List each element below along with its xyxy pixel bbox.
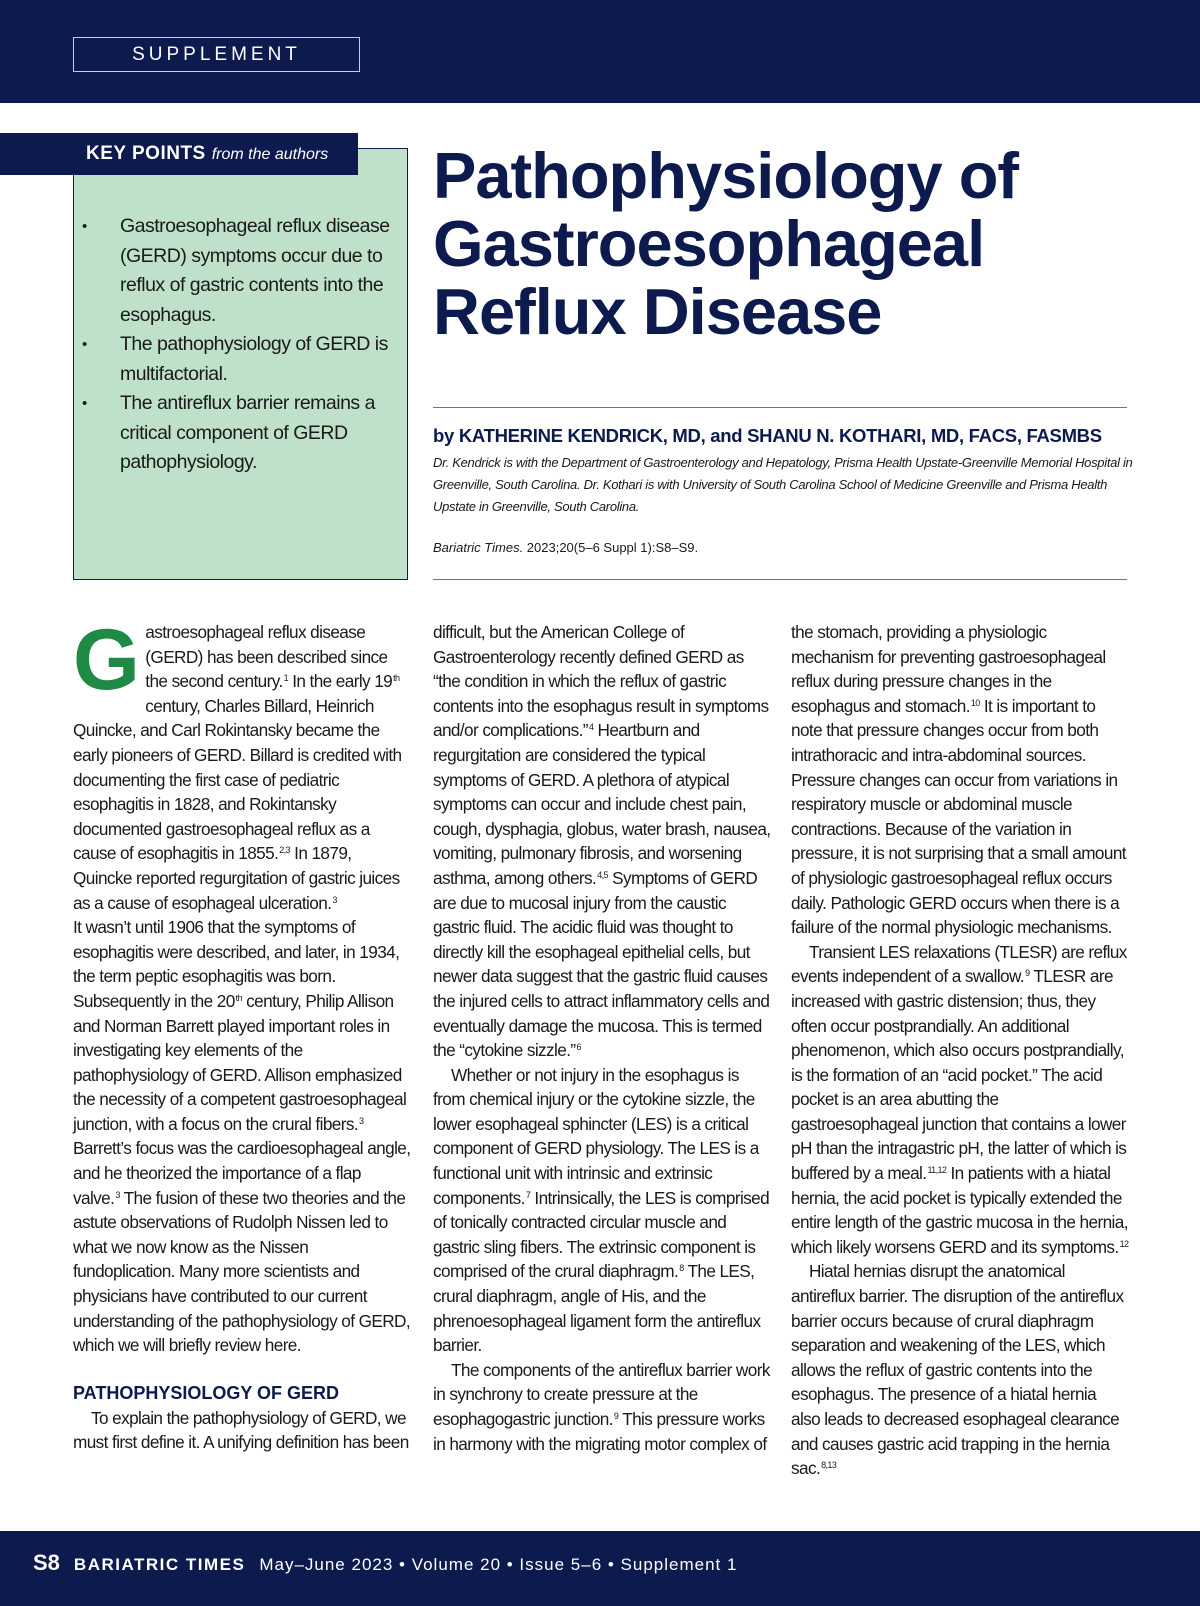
title-divider	[433, 407, 1127, 408]
body-paragraph-6	[791, 940, 1129, 1260]
text-run: gastric	[433, 917, 484, 938]
body-column-1	[73, 612, 411, 1455]
text-run: mechanism	[791, 646, 878, 667]
text-run: are	[433, 892, 461, 913]
text-run: the	[650, 892, 677, 913]
body-column-2	[433, 620, 771, 1456]
body-column-3	[791, 620, 1129, 1481]
text-run: nausea,	[713, 818, 771, 839]
text-run: changes	[859, 769, 925, 790]
section-heading: PATHOPHYSIOLOGY OF GERD	[73, 1382, 340, 1403]
text-run: a	[1017, 843, 1031, 864]
text-run: occurs	[960, 892, 1012, 913]
text-run: termed	[711, 1015, 762, 1036]
text-run: GERD.	[528, 769, 583, 790]
text-run: condition	[464, 671, 532, 692]
text-run: sizzle.”	[526, 1040, 576, 1061]
article-title: Pathophysiology of Gastroesophageal Reflux Disease	[433, 139, 1019, 348]
text-run: the	[571, 1015, 598, 1036]
text-run: the	[593, 671, 620, 692]
text-run: atypical	[675, 769, 730, 790]
text-run: of	[951, 818, 970, 839]
text-run: and	[873, 695, 905, 716]
text-run: To explain the pathophysiology of GERD, we must first define it. A unifying definition has been	[73, 1407, 409, 1453]
text-run: to	[719, 917, 733, 938]
text-run: the	[1029, 671, 1052, 692]
key-point-item: • The pathophysiology of GERD is multifactorial.	[80, 330, 400, 389]
text-run: A	[582, 769, 597, 790]
text-run: American	[540, 622, 613, 642]
text-run: muscle	[869, 794, 925, 815]
author-affiliation: Dr. Kendrick is with the Department of Gastroenterology and Hepatology, Prisma Health Upstate-Greenville Memorial Hospital in Greenville, South Carolina. Dr. Kothari is with University of South Carolina School of Medicine Greenville and Prisma Health Upstate in Greenville, South Carolina.	[433, 455, 1133, 514]
text-run: mucosa.	[597, 1015, 663, 1036]
header-band	[0, 0, 1200, 103]
text-run: muscle	[1021, 794, 1072, 815]
text-run: occur	[540, 794, 584, 815]
text-run: changes	[922, 720, 988, 741]
text-run: and	[584, 794, 616, 815]
reference-marker: 4	[588, 722, 594, 733]
text-run: important	[1011, 695, 1083, 716]
text-run: from	[614, 892, 651, 913]
text-run: in	[531, 671, 549, 692]
text-run: Whether or not injury in the esophagus is from chemical injury or the cytokine sizzle, the lower esophageal sphincter (LES) is a critical component of GERD physiology. The LES is a functional unit with intrinsic and extrinsic components.	[433, 1064, 759, 1208]
text-run: fibrosis,	[579, 843, 638, 864]
text-run: is	[696, 1015, 712, 1036]
text-run: globus,	[566, 818, 622, 839]
text-run: note	[791, 720, 827, 741]
reference-marker: 3	[359, 1115, 364, 1126]
text-run: during	[833, 671, 882, 692]
text-run: fluid	[596, 917, 630, 938]
text-run: can	[924, 769, 955, 790]
key-point-item: • The antireflux barrier remains a critical component of GERD pathophysiology.	[80, 389, 400, 478]
text-run: physiologic	[968, 622, 1047, 642]
text-run: is	[1094, 892, 1111, 913]
text-run: to	[491, 892, 509, 913]
text-run: newer	[433, 966, 481, 987]
text-run: reflux	[619, 671, 663, 692]
text-run: into	[497, 695, 527, 716]
text-run: brash,	[665, 818, 714, 839]
text-run: damage	[508, 1015, 572, 1036]
text-run: Because	[884, 818, 952, 839]
text-run: directly	[433, 941, 487, 962]
text-run: This	[662, 1015, 697, 1036]
text-run: astroesophageal reflux disease (GERD) has been described since the second century.	[145, 622, 388, 692]
text-run: but	[489, 622, 516, 642]
text-run: In the early 19	[288, 671, 393, 692]
reference-marker: 2,3	[279, 845, 290, 856]
body-paragraph-3	[73, 1406, 411, 1455]
text-run: of	[671, 622, 685, 642]
text-run: in	[1059, 818, 1072, 839]
text-run: intrathoracic	[791, 744, 881, 765]
text-run: and	[672, 720, 700, 741]
text-run: there	[1054, 892, 1095, 913]
text-run: occur	[987, 720, 1032, 741]
text-run: abdominal	[943, 794, 1022, 815]
text-run: symptoms	[694, 695, 769, 716]
text-run: providing	[886, 622, 955, 642]
citation-details: 2023;20(5–6 Suppl 1):S8–S9.	[523, 540, 699, 555]
text-run: stomach,	[817, 622, 887, 642]
text-run: when	[1011, 892, 1055, 913]
reference-marker: 9	[1025, 968, 1030, 979]
ordinal-suffix: th	[235, 992, 242, 1003]
text-run: failure	[791, 917, 838, 938]
text-run: which	[548, 671, 594, 692]
body-paragraph-2	[73, 915, 411, 1358]
reference-marker: 3	[332, 894, 337, 905]
text-run: injured	[459, 990, 511, 1011]
text-run: thought	[662, 917, 720, 938]
text-run: result	[636, 695, 679, 716]
text-run: water	[621, 818, 666, 839]
text-run: for	[877, 646, 901, 667]
footer-journal: BARIATRIC TIMES	[73, 1555, 246, 1574]
reference-marker: 3	[115, 1189, 120, 1200]
reference-marker: 8	[679, 1263, 684, 1274]
text-run: pressure,	[791, 843, 862, 864]
text-run: of	[692, 867, 710, 888]
text-run: a	[1110, 892, 1120, 913]
text-run: include	[615, 794, 670, 815]
supplement-label: SUPPLEMENT	[73, 37, 360, 72]
text-run: normal	[881, 917, 935, 938]
text-run: and	[637, 843, 669, 864]
text-run: others.	[547, 867, 597, 888]
key-points-header	[0, 133, 358, 175]
text-run: can	[510, 794, 541, 815]
text-run: a	[954, 622, 969, 642]
text-run: worsening	[668, 843, 742, 864]
text-run: Heartburn	[593, 720, 673, 741]
text-run: mucosal	[508, 892, 573, 913]
text-run: chest	[669, 794, 712, 815]
text-run: of	[662, 671, 680, 692]
text-run: the	[526, 695, 554, 716]
body-paragraph-1	[73, 612, 411, 915]
text-run: the	[634, 744, 661, 765]
text-run: both	[1067, 720, 1099, 741]
text-run: Pathologic	[830, 892, 909, 913]
text-run: variations	[1033, 769, 1106, 790]
text-run: respiratory	[791, 794, 870, 815]
text-run: small	[1030, 843, 1073, 864]
text-run: among	[494, 867, 548, 888]
ordinal-suffix: th	[393, 673, 400, 684]
text-run: from	[997, 769, 1034, 790]
reference-marker: 8,13	[821, 1460, 837, 1471]
text-run: Symptoms	[607, 867, 693, 888]
text-run: GERD	[709, 867, 758, 888]
text-run: is	[873, 843, 889, 864]
text-run: attract	[563, 990, 612, 1011]
text-run: gastric	[633, 966, 684, 987]
text-run: or	[924, 794, 944, 815]
text-run: causes	[716, 966, 768, 987]
footer-issue: May–June 2023 • Volume 20 • Issue 5–6 • Supplement 1	[259, 1555, 738, 1574]
text-run: The LES, crural diaphragm, angle of His, and the phrenoesophageal ligament form the antireflux barrier.	[433, 1261, 761, 1356]
body-paragraph-4	[433, 1063, 771, 1358]
page-number: S8	[33, 1550, 60, 1575]
text-run: and	[881, 744, 913, 765]
text-run: and/or	[433, 720, 483, 741]
text-run: the	[606, 966, 634, 987]
text-run: pain,	[711, 794, 747, 815]
byline: by KATHERINE KENDRICK, MD, and SHANU N. KOTHARI, MD, FACS, FASMBS	[433, 425, 1102, 446]
text-run: of	[658, 769, 676, 790]
text-run: esophagus	[791, 695, 874, 716]
text-run: The	[520, 917, 553, 938]
text-run: pressure	[881, 671, 949, 692]
text-run: the	[515, 622, 541, 642]
text-run: Hiatal hernias disrupt the anatomical antireflux barrier. The disruption of the antireflux barrier occurs because of crural diaphragm separation and weakening of the LES, which allows the reflux of gastric contents into the esophagus. The presence of a hiatal hernia also leads to decreased esophageal clearance and causes gastric acid trapping in the hernia sac.	[791, 1261, 1124, 1479]
reference-marker: 6	[576, 1042, 581, 1053]
reference-marker: 4,5	[597, 869, 608, 880]
text-run: fluid.	[483, 917, 521, 938]
text-run: reflux	[1022, 867, 1065, 888]
text-run: vomiting,	[433, 843, 501, 864]
text-run: typical	[660, 744, 706, 765]
text-run: reflux	[791, 671, 834, 692]
text-run: but	[727, 941, 750, 962]
text-run: cells	[510, 990, 547, 1011]
text-run: considered	[552, 744, 635, 765]
text-run: asthma,	[433, 867, 495, 888]
text-run: In patients with a hiatal hernia, the acid pocket is typically extended the entire length of the gastric mucosa in the hernia, which likely worsens GERD and its symptoms.	[791, 1163, 1128, 1257]
key-points-list	[80, 212, 400, 478]
text-run: as	[726, 646, 744, 667]
text-run: changes	[948, 671, 1014, 692]
text-run: of	[791, 867, 809, 888]
reference-marker: 9	[613, 1411, 619, 1421]
text-run: symptoms	[433, 769, 511, 790]
body-paragraph-continued	[433, 620, 771, 1063]
text-run: from	[1031, 720, 1068, 741]
text-run: cells	[706, 990, 743, 1011]
text-run: GERD	[675, 646, 727, 667]
text-run: GERD	[908, 892, 961, 913]
text-run: Pressure	[791, 769, 860, 790]
text-run: gastroesophageal	[890, 867, 1023, 888]
text-run: eventually	[433, 1015, 509, 1036]
citation-journal: Bariatric Times.	[433, 540, 524, 555]
text-run: the	[433, 990, 460, 1011]
text-run: It wasn’t until 1906 that the symptoms of esophagitis were described, and later, in 1934, the term peptic esophagitis was born. Subsequently in the 20	[73, 917, 400, 1011]
text-run: to	[546, 990, 564, 1011]
text-run: contents	[433, 695, 498, 716]
text-run: Gastroenterology	[433, 646, 560, 667]
text-run: intra-abdominal	[912, 744, 1026, 765]
text-run: that	[987, 843, 1018, 864]
text-run: “cytokine	[459, 1040, 527, 1061]
text-run: century, Philip Allison and Norman Barrett played important roles in investigating key elements of the pathophysiology of GERD. Allison emphasized the necessity of a competent gastroesophageal junction, with a focus on the crural fibers.	[73, 990, 407, 1134]
text-run: variation	[995, 818, 1060, 839]
text-run: caustic	[676, 892, 726, 913]
text-run: contractions.	[791, 818, 885, 839]
key-points-subtitle: from the authors	[211, 146, 329, 163]
text-run: the	[433, 1040, 460, 1061]
text-run: physiologic	[808, 867, 891, 888]
text-run: defined	[618, 646, 676, 667]
text-run: pressure	[856, 720, 923, 741]
text-run: in	[1013, 671, 1030, 692]
text-run: that	[576, 966, 607, 987]
text-run: cells,	[688, 941, 728, 962]
text-run: the	[791, 622, 818, 642]
text-run: acidic	[552, 917, 597, 938]
text-run: daily.	[791, 892, 831, 913]
text-run: The fusion of these two theories and the astute observations of Rudolph Nissen led to what we now know as the Nissen fundoplication. Many more scientists and physicians have contributed to our current understanding of the pathophysiology of GERD, which we will briefly review here.	[73, 1187, 411, 1356]
text-run: difficult,	[433, 622, 490, 642]
text-run: surprising	[914, 843, 988, 864]
key-point-item: • Gastroesophageal reflux disease (GERD) symptoms occur due to reflux of gastric contents into the esophagus.	[80, 212, 400, 330]
text-run: Transient LES relaxations (TLESR) are reflux events independent of a swallow.	[791, 941, 1127, 987]
key-points-title: KEY POINTS	[86, 143, 206, 164]
text-run: regurgitation	[433, 744, 525, 765]
text-run: esophagus	[553, 695, 637, 716]
text-run: “the	[433, 671, 465, 692]
text-run: of	[510, 769, 528, 790]
body-paragraph-5	[433, 1358, 771, 1456]
text-run: and	[742, 990, 770, 1011]
text-run: sources.	[1025, 744, 1086, 765]
text-run: complications.”	[482, 720, 588, 741]
reference-marker: 10	[970, 697, 980, 708]
text-run: epithelial	[622, 941, 689, 962]
text-run: In 1879, Quincke reported regurgitation of gastric juices as a cause of esophageal ulceration.	[73, 843, 400, 913]
text-run: stomach.	[904, 695, 970, 716]
text-run: The components of the antireflux barrier work in synchrony to create pressure at the esophagogastric junction.	[433, 1359, 770, 1429]
text-run: This pressure works in harmony with the migrating motor complex of	[433, 1409, 767, 1454]
text-run: pulmonary	[500, 843, 580, 864]
footer	[33, 1549, 737, 1580]
text-run: that	[826, 720, 857, 741]
text-run: occurs	[1064, 867, 1112, 888]
text-run: fluid	[683, 966, 717, 987]
text-run: of	[837, 917, 856, 938]
text-run: kill	[486, 941, 509, 962]
text-run: TLESR are increased with gastric distension; thus, they often occur postprandially. An additional phenomenon, which also occurs postprandially, is the formation of an “acid pocket.” The acid pocket is an area abutting the gastroesophageal junction that contains a lower pH than the intragastric pH, the latter of which is buffered by a meal.	[791, 966, 1127, 1184]
text-run: mechanisms.	[1017, 917, 1112, 938]
text-run: inflammatory	[611, 990, 707, 1011]
text-run: the	[508, 941, 535, 962]
drop-cap: G	[73, 612, 140, 708]
body-paragraph-7	[791, 1259, 1129, 1480]
text-run: amount	[1072, 843, 1126, 864]
text-run: physiologic	[934, 917, 1018, 938]
text-run: data	[481, 966, 517, 987]
text-run: dysphagia,	[485, 818, 567, 839]
text-run: to	[1082, 695, 1096, 716]
reference-marker: 1	[283, 673, 289, 684]
text-run: due	[460, 892, 492, 913]
text-run: century, Charles Billard, Heinrich Quincke, and Carl Rokintansky became the early pioneers of GERD. Billard is credited with documenting the first case of pediatric esophagitis in 1828, and Rokintansky documented gastroesophageal reflux as a cause of esophagitis in 1855.	[73, 695, 402, 864]
text-run: Intrinsically, the LES is comprised of tonically contracted circular muscle and gastric sling fibers. The extrinsic component is comprised of the crural diaphragm.	[433, 1187, 770, 1282]
reference-marker: 12	[1119, 1238, 1129, 1249]
text-run: recently	[559, 646, 619, 667]
text-run: in	[1105, 769, 1118, 790]
header-bottom-divider	[433, 579, 1127, 580]
text-run: it	[861, 843, 873, 864]
body-paragraph-continued	[791, 620, 1129, 940]
text-run: the	[969, 818, 996, 839]
text-run: not	[888, 843, 915, 864]
text-run: injury	[572, 892, 615, 913]
text-run: preventing	[900, 646, 979, 667]
text-run: College	[612, 622, 671, 642]
reference-marker: 7	[525, 1189, 531, 1200]
text-run: occur	[954, 769, 998, 790]
text-run: the	[855, 917, 882, 938]
citation	[433, 540, 1133, 555]
text-run: is	[996, 695, 1012, 716]
reference-marker: 11,12	[927, 1165, 947, 1176]
text-run: cough,	[433, 818, 486, 839]
text-run: Barrett’s focus was the cardioesophageal angle, and he theorized the importance of a flap valve.	[73, 1138, 411, 1208]
text-run: in	[678, 695, 695, 716]
text-run: are	[524, 744, 553, 765]
text-run: gastric	[679, 671, 727, 692]
text-run: plethora	[596, 769, 659, 790]
text-run: It	[979, 695, 997, 716]
text-run: symptoms	[433, 794, 511, 815]
text-run: esophageal	[534, 941, 622, 962]
text-run: gastroesophageal	[978, 646, 1106, 667]
text-run: suggest	[516, 966, 577, 987]
text-run: was	[629, 917, 663, 938]
